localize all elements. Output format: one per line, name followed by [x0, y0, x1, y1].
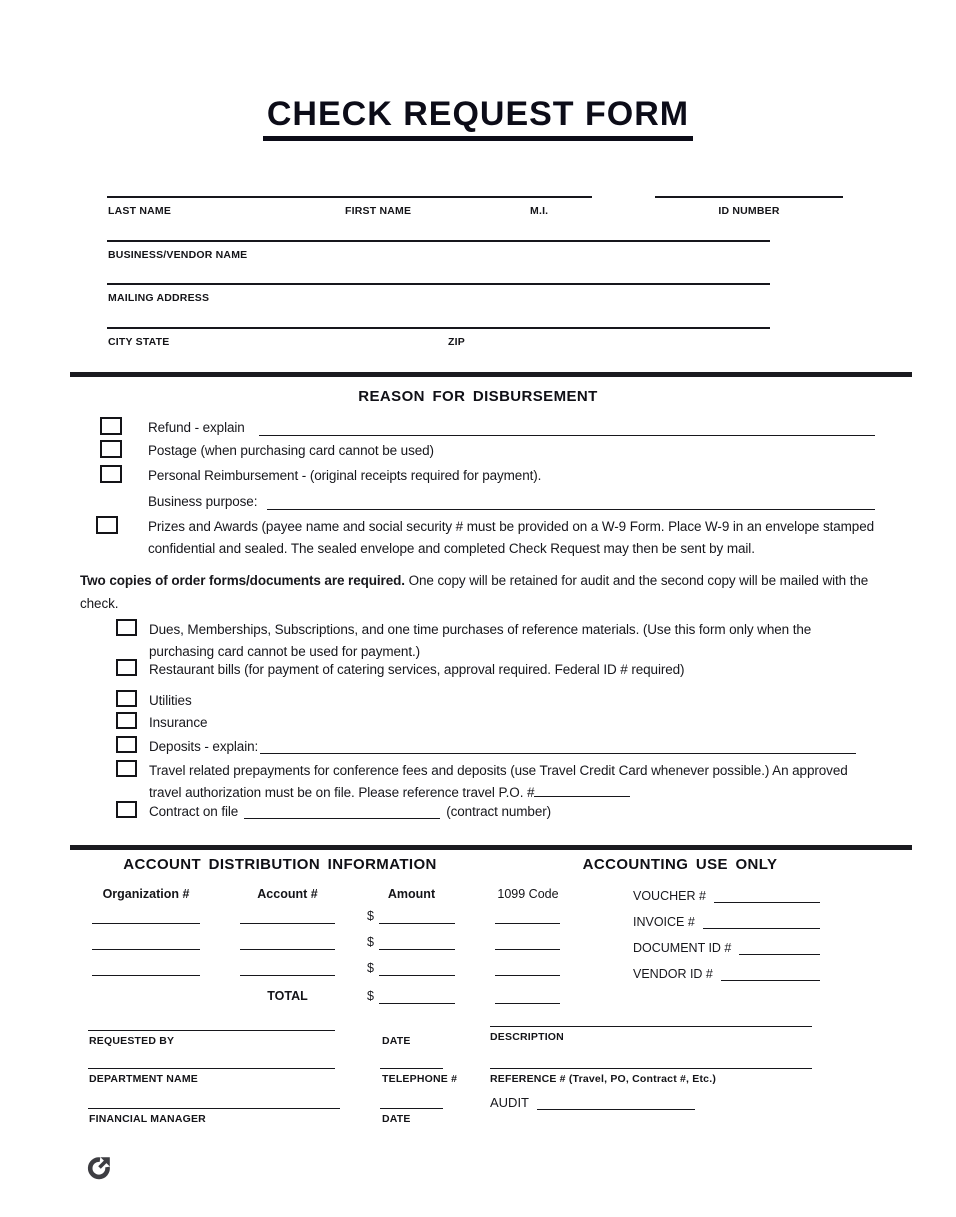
id-number-label: ID NUMBER — [718, 205, 780, 217]
account-distribution-heading: ACCOUNT DISTRIBUTION INFORMATION — [123, 856, 437, 873]
currency-sign-total: $ — [367, 989, 374, 1003]
accounting-use-only-heading: ACCOUNTING USE ONLY — [582, 856, 778, 873]
date-label-2: DATE — [382, 1113, 411, 1125]
business-vendor-line[interactable] — [107, 240, 770, 264]
deposits-explain-line[interactable] — [260, 736, 856, 754]
mailing-address-line[interactable] — [107, 283, 770, 307]
postage-label: Postage (when purchasing card cannot be used) — [148, 443, 434, 458]
refund-label: Refund - explain — [148, 420, 245, 435]
deposits-label: Deposits - explain: — [149, 739, 259, 754]
dues-label: Dues, Memberships, Subscriptions, and one time purchases of reference materials. (Use this form only when the purchasing card cannot be used for payment.) — [149, 622, 812, 659]
deposits-checkbox[interactable] — [116, 736, 137, 753]
insurance-label: Insurance — [149, 715, 208, 730]
contract-number-suffix: (contract number) — [446, 804, 552, 819]
amount-col-header: Amount — [387, 887, 436, 901]
vendor-id-field — [633, 965, 820, 981]
reason-item-insurance — [116, 712, 207, 734]
code-1099-line-total[interactable] — [495, 1003, 560, 1004]
amount-line-total[interactable] — [379, 1003, 455, 1004]
date-line-2[interactable] — [380, 1108, 443, 1109]
organization-col-header: Organization # — [102, 887, 190, 901]
total-label: TOTAL — [267, 989, 308, 1003]
organization-line-2[interactable] — [92, 949, 200, 950]
requested-by-label: REQUESTED BY — [89, 1035, 175, 1047]
code-1099-col-header: 1099 Code — [497, 887, 559, 901]
city-state-label: CITY STATE — [108, 336, 170, 348]
reason-item-prizes — [96, 516, 880, 559]
prizes-awards-checkbox[interactable] — [96, 516, 118, 534]
personal-reimbursement-label: Personal Reimbursement - (original receipts required for payment). — [148, 468, 542, 483]
reference-line[interactable] — [490, 1068, 812, 1069]
organization-line-1[interactable] — [92, 923, 200, 924]
dues-checkbox[interactable] — [116, 619, 137, 636]
business-vendor-label: BUSINESS/VENDOR NAME — [108, 249, 248, 261]
reason-item-postage — [100, 440, 434, 462]
telephone-label: TELEPHONE # — [382, 1073, 458, 1085]
invoice-label: INVOICE # — [633, 915, 695, 929]
reason-item-dues — [116, 619, 860, 662]
postage-checkbox[interactable] — [100, 440, 122, 458]
business-purpose-line[interactable] — [267, 491, 875, 510]
contract-on-file-checkbox[interactable] — [116, 801, 137, 818]
code-1099-line-3[interactable] — [495, 975, 560, 976]
currency-sign-1: $ — [367, 909, 374, 923]
city-state-zip-line[interactable] — [107, 327, 770, 351]
reason-item-travel — [116, 760, 878, 803]
circular-arrow-external-icon[interactable] — [86, 1155, 112, 1181]
contract-on-file-label: Contract on file — [149, 804, 239, 819]
account-line-1[interactable] — [240, 923, 335, 924]
amount-line-3[interactable] — [379, 975, 455, 976]
voucher-line[interactable] — [714, 887, 820, 903]
travel-prepayments-checkbox[interactable] — [116, 760, 137, 777]
account-line-3[interactable] — [240, 975, 335, 976]
reason-item-refund — [100, 417, 875, 439]
payee-section — [107, 196, 843, 356]
utilities-label: Utilities — [149, 693, 192, 708]
organization-line-3[interactable] — [92, 975, 200, 976]
reason-group-2 — [116, 615, 878, 830]
reason-item-contract — [116, 801, 676, 823]
date-label-1: DATE — [382, 1035, 411, 1047]
restaurant-bills-checkbox[interactable] — [116, 659, 137, 676]
refund-explain-line[interactable] — [259, 417, 875, 436]
reason-item-restaurant — [116, 659, 684, 681]
reason-item-utilities — [116, 690, 192, 712]
two-copies-note-rest: One copy will be retained for audit and the second copy will be mailed with the check. — [80, 573, 869, 611]
description-line[interactable] — [490, 1026, 812, 1027]
middle-initial-label: M.I. — [530, 205, 549, 217]
requested-by-line[interactable] — [88, 1030, 335, 1031]
reason-heading: REASON FOR DISBURSEMENT — [358, 388, 598, 405]
audit-label: AUDIT — [490, 1095, 529, 1110]
travel-prepayments-label: Travel related prepayments for conference fees and deposits (use Travel Credit Card whenever possible.) An approved travel authorization must be on file. Please reference travel P.O. # — [149, 763, 848, 800]
first-name-label: FIRST NAME — [345, 205, 412, 217]
section-divider-top — [70, 372, 912, 377]
description-label: DESCRIPTION — [490, 1031, 564, 1043]
telephone-line[interactable] — [380, 1068, 443, 1069]
business-purpose-label: Business purpose: — [148, 494, 258, 509]
audit-line[interactable] — [537, 1094, 695, 1110]
audit-field — [490, 1094, 695, 1110]
currency-sign-2: $ — [367, 935, 374, 949]
two-copies-note — [80, 570, 870, 615]
voucher-label: VOUCHER # — [633, 889, 706, 903]
personal-reimbursement-checkbox[interactable] — [100, 465, 122, 483]
financial-manager-label: FINANCIAL MANAGER — [89, 1113, 206, 1125]
document-id-label: DOCUMENT ID # — [633, 941, 732, 955]
id-number-line[interactable] — [655, 196, 843, 220]
contract-number-line[interactable] — [244, 801, 440, 819]
reason-item-personal-reimbursement — [100, 465, 541, 487]
department-name-label: DEPARTMENT NAME — [89, 1073, 198, 1085]
reference-label: REFERENCE # (Travel, PO, Contract #, Etc.) — [490, 1073, 717, 1085]
signature-section — [0, 1020, 956, 1140]
name-fields-line[interactable] — [107, 196, 592, 220]
form-title-wrap — [0, 96, 956, 141]
vendor-id-label: VENDOR ID # — [633, 967, 713, 981]
prizes-awards-label: Prizes and Awards (payee name and social security # must be provided on a W-9 Form. Place W-9 in an envelope stamped confidential and sealed. The sealed envelope and completed Check Request may then be sent by mail. — [148, 519, 875, 556]
code-1099-line-1[interactable] — [495, 923, 560, 924]
amount-line-1[interactable] — [379, 923, 455, 924]
invoice-field — [633, 913, 820, 929]
refund-checkbox[interactable] — [100, 417, 122, 435]
zip-label: ZIP — [448, 336, 465, 348]
two-copies-note-bold: Two copies of order forms/documents are required. — [80, 573, 405, 588]
restaurant-bills-label: Restaurant bills (for payment of catering services, approval required. Federal ID # required) — [149, 662, 685, 677]
insurance-checkbox[interactable] — [116, 712, 137, 729]
currency-sign-3: $ — [367, 961, 374, 975]
document-id-line[interactable] — [739, 939, 820, 955]
voucher-field — [633, 887, 820, 903]
account-distribution-section — [0, 850, 956, 1020]
travel-po-line[interactable] — [534, 782, 630, 797]
amount-line-2[interactable] — [379, 949, 455, 950]
page-title: CHECK REQUEST FORM — [263, 96, 693, 141]
vendor-id-line[interactable] — [721, 965, 820, 981]
department-name-line[interactable] — [88, 1068, 335, 1069]
mailing-address-label: MAILING ADDRESS — [108, 292, 210, 304]
code-1099-line-2[interactable] — [495, 949, 560, 950]
last-name-label: LAST NAME — [108, 205, 172, 217]
business-purpose-row — [148, 491, 875, 513]
account-line-2[interactable] — [240, 949, 335, 950]
utilities-checkbox[interactable] — [116, 690, 137, 707]
account-col-header: Account # — [257, 887, 318, 901]
reason-item-deposits — [116, 736, 856, 758]
financial-manager-line[interactable] — [88, 1108, 340, 1109]
invoice-line[interactable] — [703, 913, 820, 929]
document-id-field — [633, 939, 820, 955]
reason-group-1 — [100, 417, 875, 567]
